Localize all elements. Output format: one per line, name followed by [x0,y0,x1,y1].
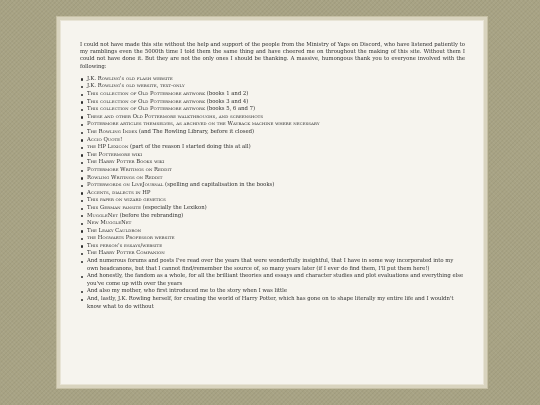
list-item [80,114,465,122]
credit-note: And, lastly, J.K. Rowling herself, for creating the world of Harry Potter, which has gone on to shape literally my entire life and I wouldn't know what to do without [87,296,454,310]
intro-paragraph: I could not have made this site without the help and support of the people from the Ministry of Yaps on Discord, who have listened patiently to my ramblings even the 5000th time I told them the same thing and have cheered me on throughout the making of this site. Without them I could not have done it. But they are not the only ones I should be thanking. A massive, humongous thank you to everyone involved with the following: [80,42,465,70]
credit-note: And honestly, the fandom as a whole, for all the brilliant theories and essays and character studies and plot evaluations and everything else you've come up with over the years [87,273,464,287]
list-item [80,228,465,236]
credit-link[interactable]: These and other Old Pottermore walkthroughs, and screenshots [87,113,264,120]
credit-link[interactable]: the Hogwarts Professor website [87,235,175,242]
credit-note: And also my mother, who first introduced me to the story when I was little [87,288,287,295]
credit-link[interactable]: Pottermore articles themselves, as archived on the Wayback machine where necessary [87,121,320,128]
credit-link[interactable]: The Harry Potter Companion [87,250,165,257]
list-item [80,121,465,129]
list-item [80,76,465,84]
list-item [80,250,465,258]
credit-note: (part of the reason I started doing this at all) [128,144,251,151]
credits-content [80,42,465,374]
credit-note: (before the rebranding) [117,212,184,219]
credit-link[interactable]: The Rowling Index [87,128,138,135]
credit-link[interactable]: The Pottermore wiki [87,151,143,158]
list-item [80,220,465,228]
list-item [80,144,465,152]
credit-link[interactable]: Accents, dialects in HP [87,189,151,196]
list-item [80,205,465,213]
credit-note: And numerous forums and posts I've read over the years that were wonderfully insightful, that I have in some way incorporated into my own headcanons, but that I cannot find/remember the source of, so many years later (if I ever do find them, I'll put them here!) [87,258,454,272]
list-item [80,288,465,296]
credit-link[interactable]: J.K. Rowling's old website, text-only [87,83,185,90]
credit-link[interactable]: The Leaky Cauldron [87,227,142,234]
credit-note: (spelling and capitalisation in the books) [163,182,275,189]
list-item [80,273,465,288]
credit-link[interactable]: J.K. Rowling's old flash website [87,75,173,82]
credit-link[interactable]: The Harry Potter Books wiki [87,159,165,166]
list-item [80,182,465,190]
credit-link[interactable]: MuggleNet [87,212,118,219]
credit-link[interactable]: Pottermore Writings on Reddit [87,166,172,173]
list-item [80,296,465,311]
list-item [80,83,465,91]
credit-note: (books 1 and 2) [205,91,249,97]
list-item [80,152,465,160]
list-item [80,190,465,198]
list-item [80,213,465,221]
list-item [80,175,465,183]
list-item [80,243,465,251]
credit-note: (books 3 and 4) [205,98,249,105]
list-item [80,159,465,167]
credit-link[interactable]: This German fansite [87,204,142,211]
credit-link[interactable]: This collection of Old Pottermore artwork [87,98,206,105]
list-item [80,197,465,205]
credits-list [80,76,465,311]
list-item [80,235,465,243]
credit-note: (especially the Lexikon) [141,204,207,211]
credit-link[interactable]: Rowling Writings on Reddit [87,174,163,181]
list-item [80,91,465,99]
credit-link[interactable]: This collection of Old Pottermore artwork [87,106,206,113]
credit-link[interactable]: New MuggleNet [87,220,132,227]
credit-link[interactable]: Accio Quote! [87,136,123,143]
credit-link[interactable]: This collection of Old Pottermore artwork [87,91,206,97]
credit-link[interactable]: This person's essays/website [87,242,163,249]
page-panel [60,20,484,385]
credit-link[interactable]: the HP Lexicon [87,144,129,151]
credit-note: (books 5, 6 and 7) [205,106,256,113]
list-item [80,129,465,137]
credit-link[interactable]: This paper on wizard genetics [87,197,166,204]
credit-link[interactable]: Potterwords on LiveJournal [87,182,164,189]
list-item [80,258,465,273]
credit-note: (and The Rowling Library, before it closed) [137,128,255,135]
list-item [80,167,465,175]
list-item [80,106,465,114]
